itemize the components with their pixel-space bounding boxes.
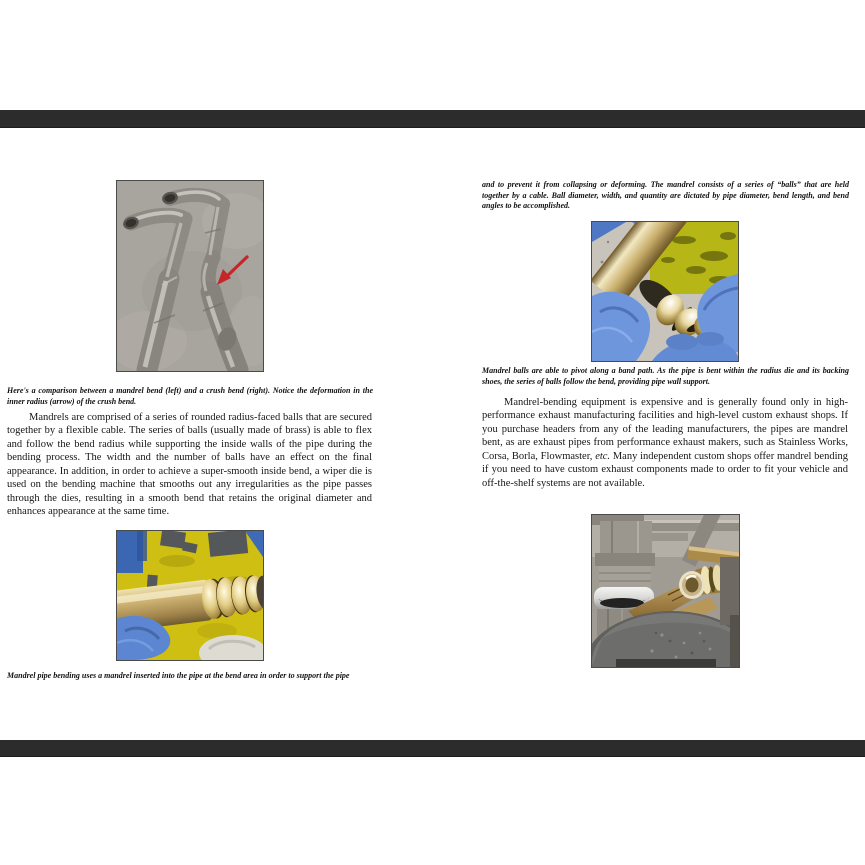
bottom-divider-bar — [0, 740, 865, 757]
caption-balls-pivot: Mandrel balls are able to pivot along a band path. As the pipe is bent within the radius die and its backing shoes, the series of balls follow the bend, providing pipe wall support. — [482, 366, 849, 386]
paragraph-mandrels-description: Mandrels are comprised of a series of rounded radius-faced balls that are secured together by a flexible cable. The series of balls (usually made of brass) is able to flex and follow the bend radius while supporting the inside walls of the pipe during the bending process. The width and the number of balls have an effect on the final appearance. In addition, in order to achieve a super-smooth inside bend, a wiper die is used on the bending machine that smooths out any irregularities as the pipe passes through the dies, resulting in a smooth bend that retains the original diameter and enhances appearance at the same time. — [7, 412, 372, 518]
figure-mandrel-vs-crush-photo — [117, 181, 263, 371]
paragraph-equipment-part1: Mandrel-bending equipment is expensive and is generally found only in high-performance exhaust manufacturing facilities and high-level custom exhaust shops. If you purchase headers from any of the leading manufacturers, the pipes are mandrel bent, as are exhaust pipes from performance exhaust makers, such as Stainless Works, Corsa, Borla, Flowmaster, — [482, 397, 848, 462]
mandrel-vs-crush-photo-illustration — [117, 181, 263, 371]
paragraph-mandrel-equipment — [482, 396, 848, 490]
figure-mandrel-balls-pivot-photo — [592, 222, 738, 361]
top-divider-bar — [0, 110, 865, 128]
figure-mandrel-in-pipe-photo — [117, 531, 263, 660]
mandrel-balls-pivot-photo-illustration — [592, 222, 738, 361]
figure-bending-machine-photo — [592, 515, 739, 667]
bending-machine-photo-illustration — [592, 515, 739, 667]
caption-mandrel-balls-continuation: and to prevent it from collapsing or deforming. The mandrel consists of a series of “balls” that are held together by a cable. Ball diameter, width, and quantity are dictated by pipe diameter, bend length, and bend angles to be accomplished. — [482, 180, 849, 211]
paragraph-equipment-part2: Many independent custom shops offer mandrel bending if you need to have custom exhaust components made to order to fit your vehicle and off-the-shelf systems are not available. — [482, 450, 848, 489]
caption-mandrel-vs-crush: Here's a comparison between a mandrel bend (left) and a crush bend (right). Notice the deformation in the inner radius (arrow) of the crush bend. — [7, 386, 373, 406]
caption-mandrel-pipe-bending: Mandrel pipe bending uses a mandrel inserted into the pipe at the bend area in order to support the pipe — [7, 671, 350, 680]
etc-italic: etc. — [595, 450, 611, 462]
mandrel-in-pipe-photo-illustration — [117, 531, 263, 660]
